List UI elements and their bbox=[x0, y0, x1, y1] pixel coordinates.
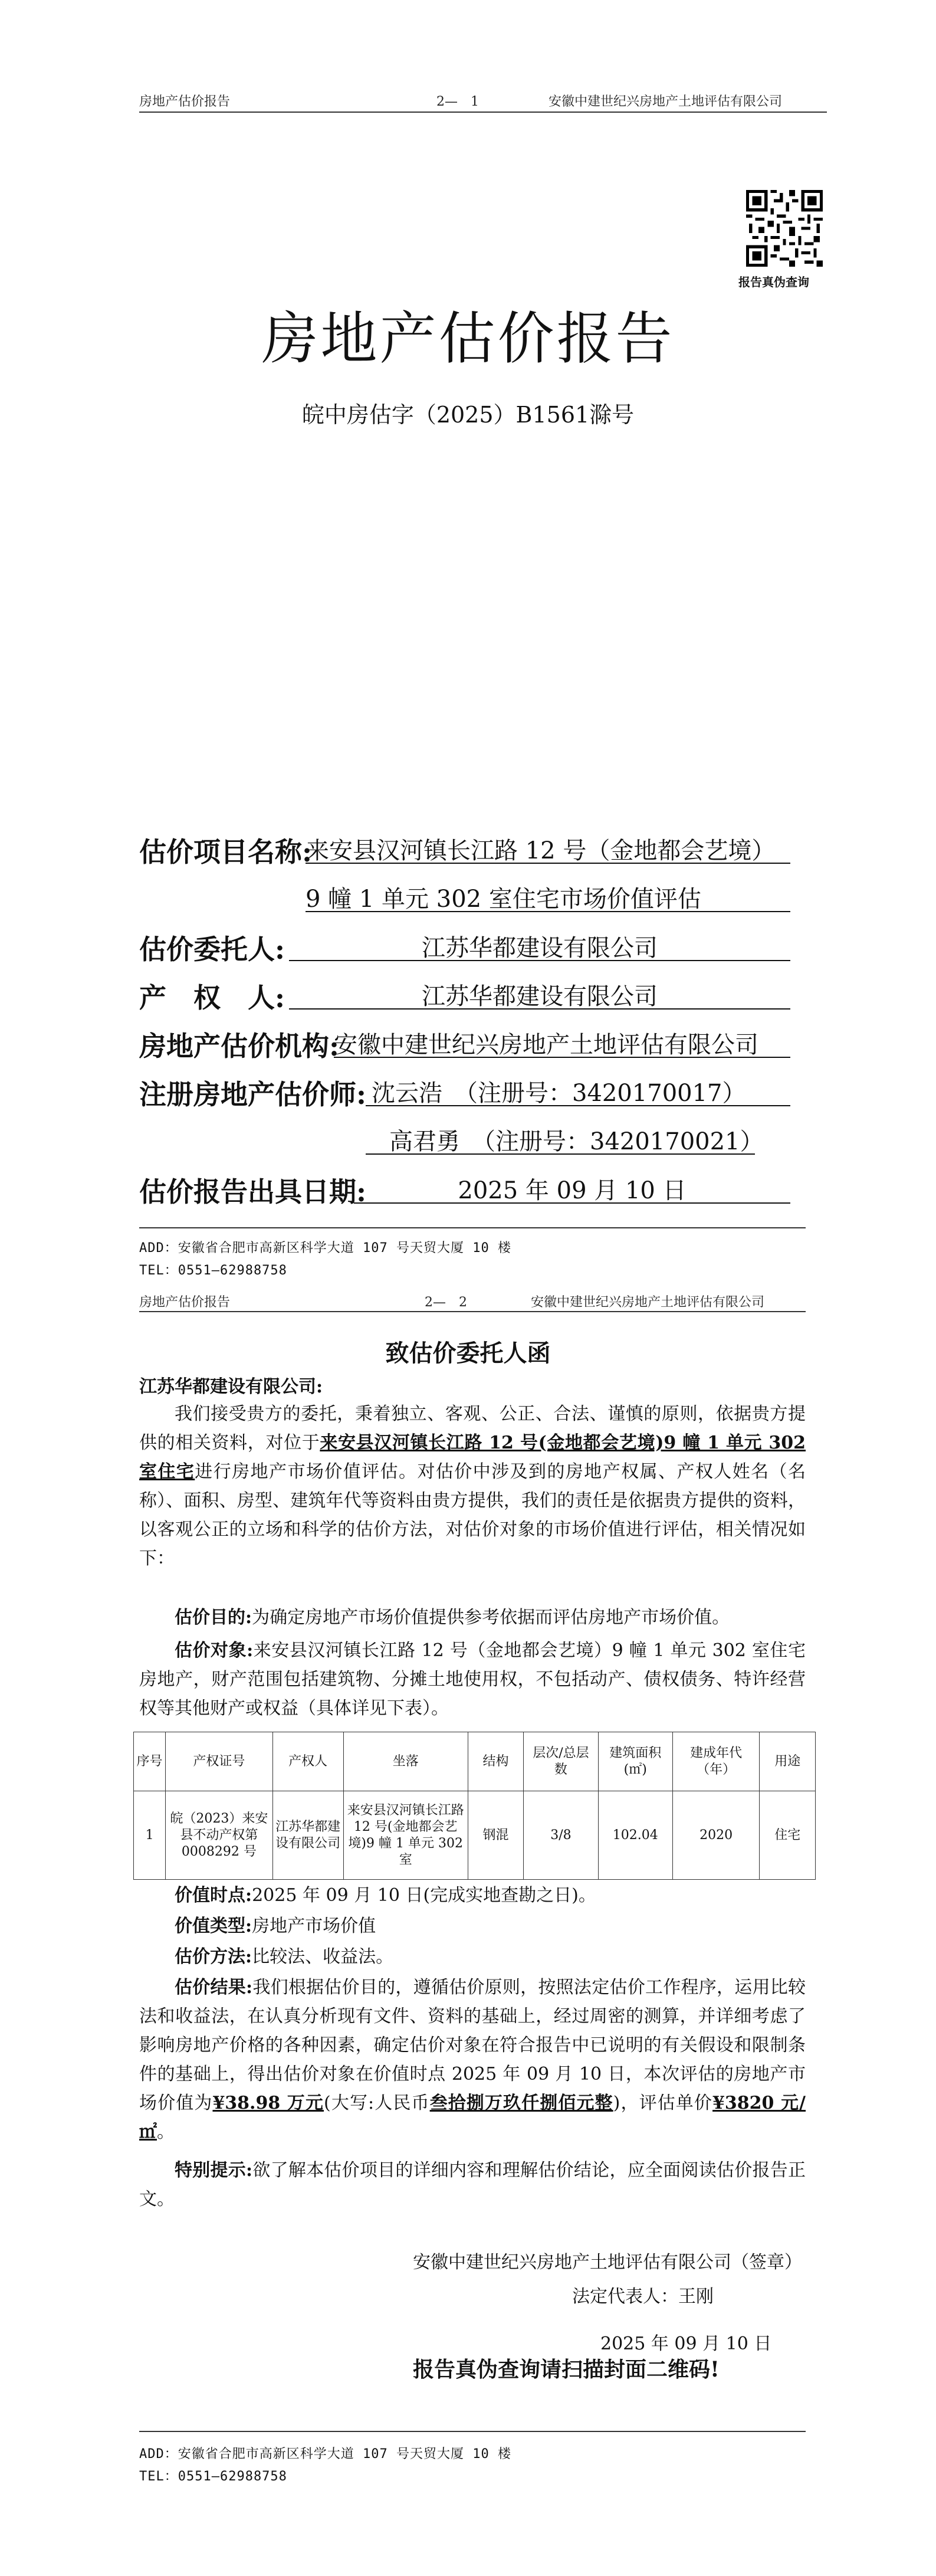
addressee: 江苏华都建设有限公司: bbox=[139, 1377, 323, 1397]
table-header-cell: 结构 bbox=[468, 1732, 523, 1791]
footer-telephone: TEL：0551—62988758 bbox=[139, 2469, 287, 2484]
value-type-paragraph: 价值类型:房地产市场价值 bbox=[175, 1916, 376, 1936]
table-cell: 1 bbox=[134, 1791, 166, 1880]
table-cell: 3/8 bbox=[524, 1791, 598, 1880]
underline bbox=[306, 911, 790, 912]
agency-value: 安徽中建世纪兴房地产土地评估有限公司 bbox=[334, 1031, 758, 1058]
footer-rule bbox=[139, 1227, 806, 1228]
result-paragraph: 估价结果:我们根据估价目的，遵循估价原则，按照法定估价工作程序，运用比较法和收益法，在认真分析现有文件、资料的基础上，经过周密的测算，并详细考虑了影响房地产价格的各种因素，确定估价对象在符合报告中已说明的有关假设和限制条件的基础上，得出估价对象在价值时点 2025 年 09 月 10 日，本次评估的房地产市场价值为¥38.98 万元(大写:人民币叁拾捌万玖仟捌佰元整)，评估单价¥3820 元/㎡。 bbox=[139, 1977, 806, 2142]
footer-rule bbox=[139, 2431, 806, 2432]
table-header-cell: 建成年代（年） bbox=[672, 1732, 760, 1791]
table-header-cell: 产权证号 bbox=[166, 1732, 273, 1791]
table-header-row bbox=[134, 1732, 816, 1791]
verification-note: 报告真伪查询请扫描封面二维码! bbox=[413, 2357, 720, 2382]
result-amount-uppercase: 叁拾捌万玖仟捌佰元整 bbox=[429, 2093, 613, 2113]
header-rule bbox=[139, 1311, 806, 1312]
underline bbox=[354, 1202, 790, 1204]
table-header-cell: 序号 bbox=[134, 1732, 166, 1791]
qr-code-icon[interactable] bbox=[746, 190, 823, 267]
property-table bbox=[133, 1732, 816, 1880]
table-cell: 江苏华都建设有限公司 bbox=[272, 1791, 343, 1880]
object-paragraph: 估价对象:来安县汉河镇长江路 12 号（金地都会艺境）9 幢 1 单元 302 室住宅房地产，财产范围包括建筑物、分摊土地使用权，不包括动产、债权债务、特许经营权等其他财产或权益（具体详见下表）。 bbox=[139, 1640, 806, 1719]
result-amount: ¥38.98 万元 bbox=[212, 2093, 324, 2113]
table-cell: 钢混 bbox=[468, 1791, 523, 1880]
letter-title: 致估价委托人函 bbox=[385, 1339, 551, 1367]
intro-paragraph: 我们接受贵方的委托，秉着独立、客观、公正、合法、谨慎的原则，依据贵方提供的相关资料，对位于来安县汉河镇长江路 12 号(金地都会艺境)9 幢 1 单元 302 室住宅进行房地产市场价值评估。对估价中涉及到的房地产权属、产权人姓名（名称）、面积、房型、建筑年代等资料由贵方提供，我们的责任是依据贵方提供的资料，以客观公正的立场和科学的估价方法，对估价对象的市场价值进行评估，相关情况如下： bbox=[139, 1404, 806, 1569]
appraiser-2: 高君勇 （注册号：3420170021） bbox=[389, 1128, 764, 1155]
table-header-cell: 产权人 bbox=[272, 1732, 343, 1791]
underline bbox=[366, 1153, 755, 1155]
purpose-paragraph: 估价目的:为确定房地产市场价值提供参考依据而评估房地产市场价值。 bbox=[175, 1607, 730, 1628]
owner-label: 产 权 人: bbox=[139, 982, 285, 1014]
header-left: 房地产估价报告 bbox=[139, 94, 231, 109]
header-rule bbox=[139, 112, 827, 113]
table-row bbox=[134, 1791, 816, 1880]
agency-label: 房地产估价机构: bbox=[139, 1030, 339, 1062]
header-left: 房地产估价报告 bbox=[139, 1295, 231, 1310]
table-cell: 102.04 bbox=[598, 1791, 672, 1880]
underline bbox=[334, 1057, 790, 1058]
client-label: 估价委托人: bbox=[139, 933, 285, 965]
report-title: 房地产估价报告 bbox=[261, 306, 675, 372]
method-paragraph: 估价方法:比较法、收益法。 bbox=[175, 1946, 394, 1967]
table-cell: 来安县汉河镇长江路 12 号(金地都会艺境)9 幢 1 单元 302 室 bbox=[343, 1791, 468, 1880]
project-value-line2: 9 幢 1 单元 302 室住宅市场价值评估 bbox=[306, 886, 701, 913]
signature-company: 安徽中建世纪兴房地产土地评估有限公司（签章） bbox=[413, 2252, 802, 2273]
header-page-number: 2— 2 bbox=[425, 1295, 467, 1310]
appraiser-label: 注册房地产估价师: bbox=[139, 1079, 366, 1110]
document-number: 皖中房估字（2025）B1561滁号 bbox=[301, 402, 635, 428]
table-header-cell: 用途 bbox=[760, 1732, 816, 1791]
underline bbox=[289, 960, 790, 961]
table-header-cell: 层次/总层数 bbox=[524, 1732, 598, 1791]
owner-value: 江苏华都建设有限公司 bbox=[422, 983, 658, 1010]
signature-representative: 法定代表人：王刚 bbox=[572, 2286, 714, 2307]
table-cell: 2020 bbox=[672, 1791, 760, 1880]
header-right: 安徽中建世纪兴房地产土地评估有限公司 bbox=[549, 94, 783, 109]
report-date-value: 2025 年 09 月 10 日 bbox=[458, 1177, 687, 1204]
footer-address: ADD：安徽省合肥市高新区科学大道 107 号天贸大厦 10 楼 bbox=[139, 1241, 511, 1256]
special-note-paragraph: 特别提示:欲了解本估价项目的详细内容和理解估价结论，应全面阅读估价报告正文。 bbox=[139, 2160, 806, 2210]
property-address: 来安县汉河镇长江路 12 号(金地都会艺境)9 幢 1 单元 302 室住宅 bbox=[139, 1433, 806, 1482]
table-cell: 皖（2023）来安县不动产权第0008292 号 bbox=[166, 1791, 273, 1880]
underline bbox=[306, 863, 790, 864]
project-label: 估价项目名称: bbox=[139, 836, 312, 868]
table-header-cell: 坐落 bbox=[343, 1732, 468, 1791]
footer-telephone: TEL：0551—62988758 bbox=[139, 1263, 287, 1278]
project-value-line1: 来安县汉河镇长江路 12 号（金地都会艺境） bbox=[306, 837, 776, 864]
appraiser-1: 沈云浩 （注册号：3420170017） bbox=[372, 1080, 746, 1107]
report-date-label: 估价报告出具日期: bbox=[139, 1176, 366, 1208]
signature-date: 2025 年 09 月 10 日 bbox=[600, 2334, 772, 2354]
result-unit-price: ¥3820 元/㎡ bbox=[139, 2093, 806, 2142]
qr-caption: 报告真伪查询 bbox=[738, 275, 809, 289]
header-page-number: 2— 1 bbox=[436, 94, 479, 109]
table-cell: 住宅 bbox=[760, 1791, 816, 1880]
underline bbox=[289, 1008, 790, 1010]
footer-address: ADD：安徽省合肥市高新区科学大道 107 号天贸大厦 10 楼 bbox=[139, 2447, 511, 2462]
client-value: 江苏华都建设有限公司 bbox=[422, 935, 658, 962]
table-header-cell: 建筑面积(㎡) bbox=[598, 1732, 672, 1791]
value-date-paragraph: 价值时点:2025 年 09 月 10 日(完成实地查勘之日)。 bbox=[175, 1885, 596, 1906]
header-right: 安徽中建世纪兴房地产土地评估有限公司 bbox=[531, 1295, 765, 1310]
underline bbox=[366, 1105, 790, 1106]
